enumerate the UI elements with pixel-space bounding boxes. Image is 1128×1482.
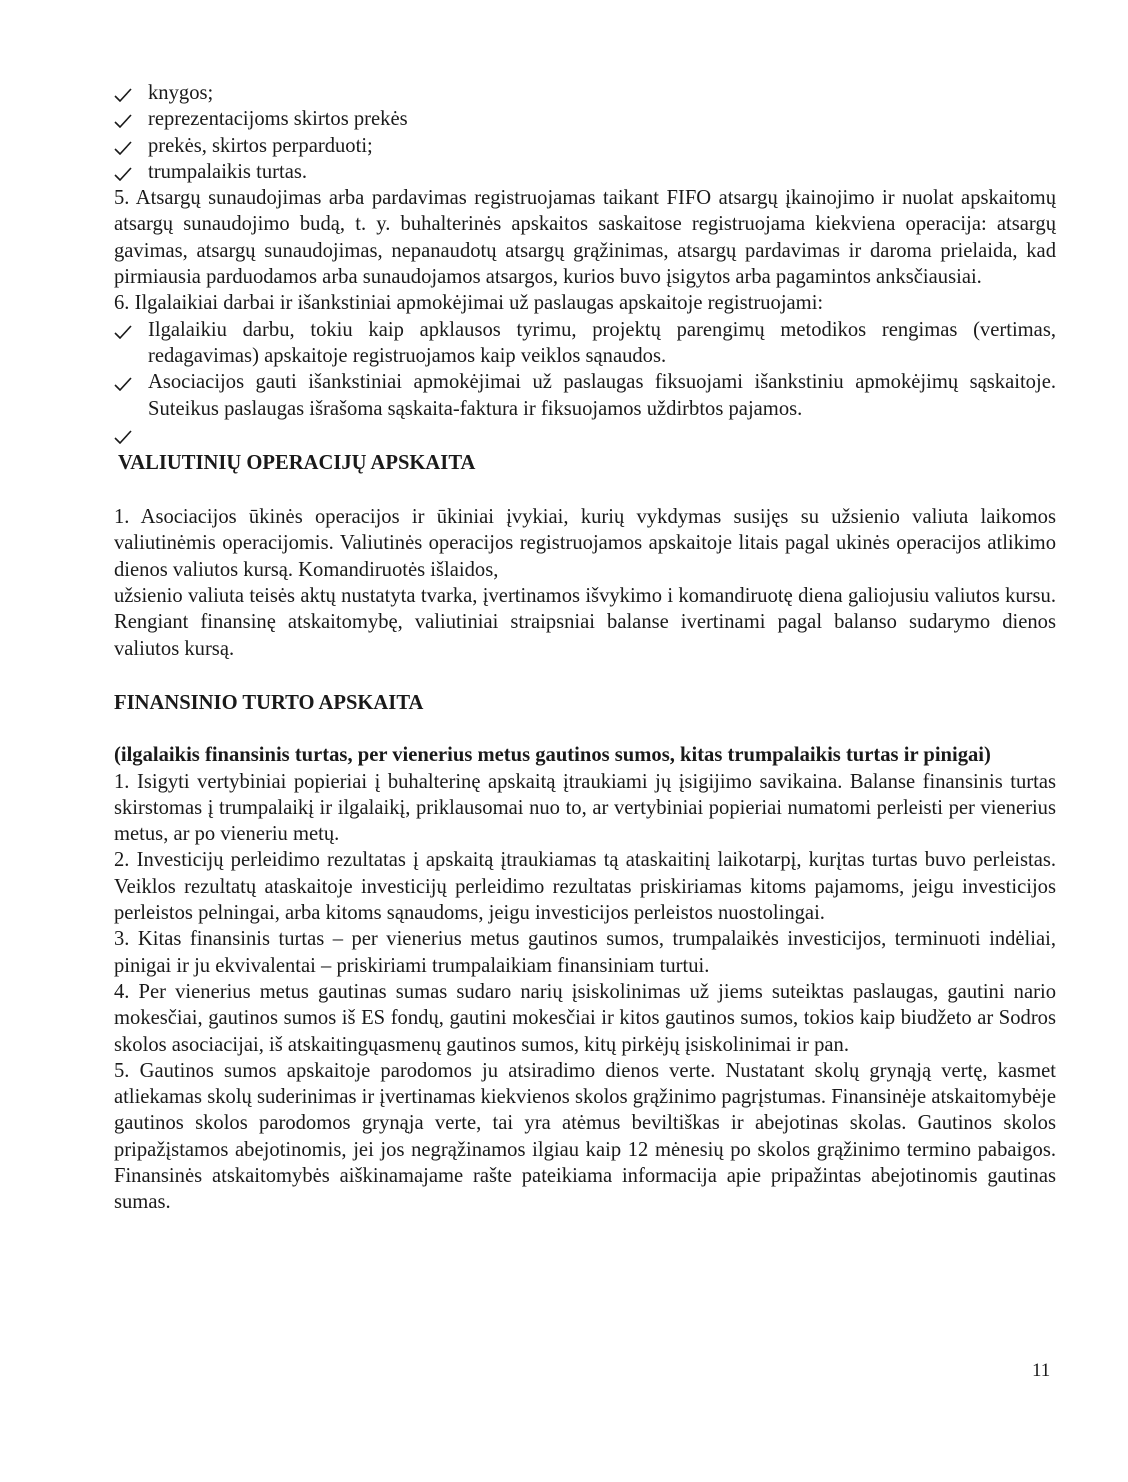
finansinio-subheading: (ilgalaikis finansinis turtas, per vienerius metus gautinos sumos, kitas trumpalaikis turtas ir pinigai) [114,744,991,767]
bullet-text: prekės, skirtos perparduoti; [148,134,373,157]
bullet-item [114,159,1056,185]
bullet-text: Ilgalaikiu darbu, tokiu kaip apklausos tyrimu, projektų parengimų metodikos rengimas (vertimas, redagavimas) apskaitoje registruojamos kaip veiklos sąnaudos. [148,318,1056,367]
document-body [114,80,1056,1216]
finansinio-paragraph-3: 3. Kitas finansinis turtas – per vienerius metus gautinos sumos, trumpalaikės investicijos, terminuoti indėliai, pinigai ir ju ekvivalentai – priskiriami trumpalaikiam finansiniam turtui. [114,928,1056,977]
checkmark-icon [114,369,140,391]
checkmark-icon [114,133,140,155]
checkmark-icon [114,106,140,128]
finansinio-paragraph-4: 4. Per vienerius metus gautinas sumas sudaro narių įsiskolinimas už jiems suteiktas paslaugas, gautini nario mokesčiai, gautinos sumos iš ES fondų, gautini mokesčiai ir kitos gautinos sumos, tokios kaip biudžeto ar Sodros skolos asociacijai, iš atskaitingųasmenų gautinos sumos, kitų pirkėjų įsiskolinimai ir pan. [114,980,1056,1056]
heading-finansinio-turto: FINANSINIO TURTO APSKAITA [114,691,424,714]
bullet-item [114,106,1056,132]
valiutines-paragraph-2: užsienio valiuta teisės aktų nustatyta tvarka, įvertinamos išvykimo i komandiruotę diena galiojusiu valiutos kursu. Rengiant finansinę atskaitomybę, valiutiniai straipsniai balanse ivertinami pagal balanso sudarymo dienos valiutos kursą. [114,585,1056,660]
bullet-item [114,133,1056,159]
bullet-item-empty [114,422,1056,448]
finansinio-paragraph-1: 1. Isigyti vertybiniai popieriai į buhalterinę apskaitą įtraukiami jų įsigijimo savikaina. Balanse finansinis turtas skirstomas į trumpalaikį ir ilgalaikį, priklausomai nuo to, ar vertybiniai popieriai numatomi perleisti per vienerius metus, ar po vieneriu metų. [114,770,1056,846]
heading-valiutiniu-operaciju: VALIUTINIŲ OPERACIJŲ APSKAITA [118,451,476,474]
bullet-item [114,80,1056,106]
bullet-text: knygos; [148,82,214,104]
paragraph-5: 5. Atsargų sunaudojimas arba pardavimas registruojamas taikant FIFO atsargų įkainojimo ir nuolat apskaitomų atsargų sunaudojimo budą, t. y. buhalterinės apskaitos saskaitose registruojama kiekviena operacija: atsargų gavimas, atsargų sunaudojimas, nepanaudotų atsargų grąžinimas, atsargų pardavimas ir daroma prielaida, kad pirmiausia parduodamos arba sunaudojamos atsargos, kurios buvo įsigytos arba pagamintos anksčiausiai. [114,187,1056,289]
bullet-text: reprezentacijoms skirtos prekės [148,108,408,131]
page-number: 11 [1032,1360,1051,1381]
checkmark-icon [114,317,140,339]
bullet-text: Asociacijos gauti išankstiniai apmokėjimai už paslaugas fiksuojami išankstiniu apmokėjimų sąskaitoje. Suteikus paslaugas išrašoma sąskaita-faktura ir fiksuojamos uždirbtos pajamos. [148,371,1056,420]
finansinio-paragraph-2: 2. Investicijų perleidimo rezultatas į apskaitą įtraukiamas tą ataskaitinį laikotarpį, kurįtas turtas buvo perleistas. Veiklos rezultatų ataskaitoje investicijų perleidimo rezultatas priskiriamas kitoms pajamoms, jeigu investicijos perleistos pelningai, arba kitoms sąnaudoms, jeigu investicijos perleistos nuostolingai. [114,849,1056,925]
bullet-item [114,317,1056,370]
checkmark-icon [114,159,140,181]
valiutines-paragraph-1: 1. Asociacijos ūkinės operacijos ir ūkiniai įvykiai, kurių vykdymas susijęs su užsienio valiuta laikomos valiutinėmis operacijomis. Valiutinės operacijos registruojamos apskaitoje litais pagal ukinės operacijos atlikimo dienos valiutos kursą. Komandiruotės išlaidos, [114,506,1056,581]
bullet-text: trumpalaikis turtas. [148,160,307,183]
finansinio-paragraph-5: 5. Gautinos sumos apskaitoje parodomos ju atsiradimo dienos verte. Nustatant skolų grynąją vertę, kasmet atliekamas skolų suderinimas ir įvertinamas kiekvienos skolos grąžinimo pagrįstumas. Finansinėje atskaitomybėje gautinos skolos parodomos grynąja verte, tai yra atėmus beviltiškas ir abejotinas skolas. Gautinos skolos pripažįstamos abejotinomis, jei jos negrąžinamos ilgiau kaip 12 mėnesių po skolos grąžinimo termino pabaigos. Finansinės atskaitomybės aiškinamajame rašte pateikiama informacija apie pripažintas abejotinomis gautinas sumas. [114,1059,1056,1214]
checkmark-icon [114,80,140,102]
paragraph-6: 6. Ilgalaikiai darbai ir išankstiniai apmokėjimai už paslaugas apskaitoje registruojami: [114,292,824,315]
bullet-item [114,369,1056,422]
checkmark-icon [114,422,140,444]
